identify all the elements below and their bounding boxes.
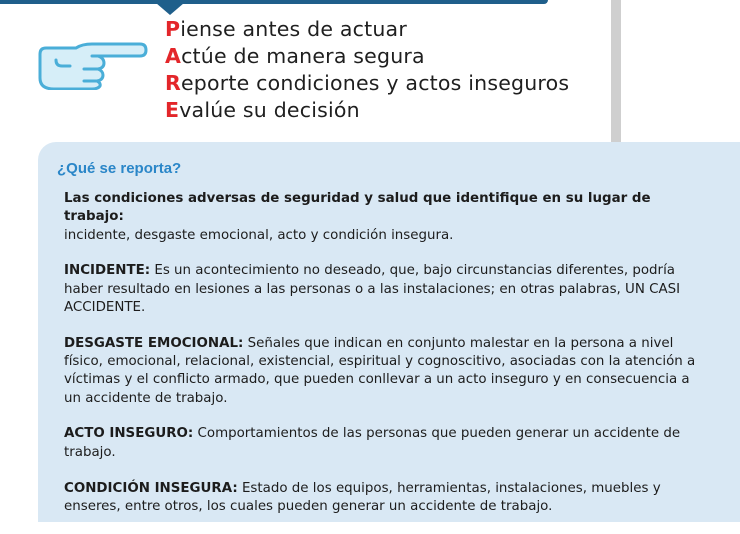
intro-heading: Las condiciones adversas de seguridad y salud que identifique en su lugar de trabajo:: [64, 191, 651, 225]
top-banner: [0, 0, 548, 4]
side-bar: [611, 0, 621, 142]
pare-text: ctúe de manera segura: [181, 44, 425, 68]
pare-line-a: [165, 43, 569, 70]
intro-paragraph: [64, 190, 700, 245]
pare-text: valúe su decisión: [179, 98, 360, 122]
definition-condicion-insegura: [64, 480, 700, 517]
pare-initial: P: [165, 17, 181, 41]
definition-term: DESGASTE EMOCIONAL:: [64, 335, 244, 351]
pare-line-e: [165, 97, 569, 124]
definition-desgaste-emocional: [64, 335, 700, 408]
definition-term: CONDICIÓN INSEGURA:: [64, 480, 238, 496]
pare-initial: A: [165, 44, 182, 68]
pare-initial: E: [165, 98, 180, 122]
intro-text: incidente, desgaste emocional, acto y condición insegura.: [64, 227, 454, 243]
banner-pointer: [156, 3, 184, 15]
pare-text: eporte condiciones y actos inseguros: [181, 71, 570, 95]
pare-acronym-list: [165, 16, 569, 124]
pointing-hand-icon: [36, 40, 148, 90]
panel-body: [64, 190, 700, 534]
pare-line-p: [165, 16, 569, 43]
definition-text: Comportamientos de las personas que pueden generar un accidente de trabajo.: [64, 426, 681, 460]
definition-text: Señales que indican en conjunto malestar en la persona a nivel físico, emocional, relacional, existencial, espiritual y cognoscitivo, asociadas con la atención a víctimas y el conflicto armado, que pueden conllevar a un acto inseguro y en consecuencia a un accidente de trabajo.: [64, 335, 696, 406]
definition-term: ACTO INSEGURO:: [64, 426, 194, 442]
definition-term: INCIDENTE:: [64, 263, 151, 279]
panel-title: ¿Qué se reporta?: [57, 160, 182, 177]
pare-text: iense antes de actuar: [180, 17, 407, 41]
pare-line-r: [165, 70, 569, 97]
pare-initial: R: [165, 71, 181, 95]
definition-text: Es un acontecimiento no deseado, que, bajo circunstancias diferentes, podría haber resultado en lesiones a las personas o a las instalaciones; en otras palabras, UN CASI ACCIDENTE.: [64, 263, 681, 315]
definition-text: Estado de los equipos, herramientas, instalaciones, muebles y enseres, entre otros, los cuales pueden generar un accidente de trabajo.: [64, 480, 661, 514]
definition-acto-inseguro: [64, 425, 700, 462]
definition-incidente: [64, 262, 700, 317]
